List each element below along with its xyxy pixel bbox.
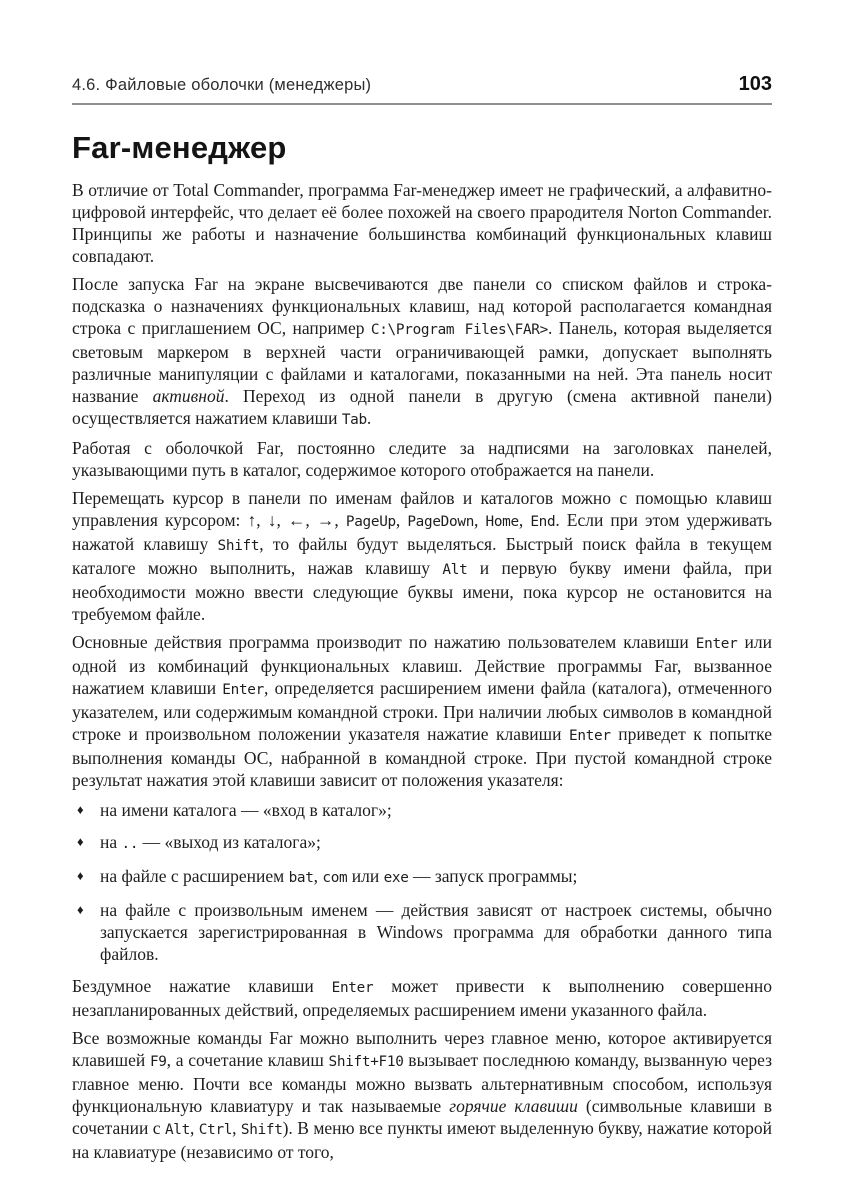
text-run: (символьные клавиши в сочетании с <box>72 1096 772 1138</box>
text-run: на <box>100 832 122 852</box>
list-item <box>72 831 772 855</box>
running-header <box>72 0 772 105</box>
key-name: Home <box>485 514 519 530</box>
page-body <box>72 179 772 1163</box>
key-name: Shift+F10 <box>328 1054 404 1070</box>
text-run: вызывает последнюю команду, вызванную через главное меню. Почти все команды можно вызвать альтернативным способом, используя функциональную клавиатуру и так называемые <box>72 1050 772 1116</box>
text-run: на имени каталога — «вход в каталог»; <box>100 800 392 820</box>
text-run: . Если при этом удерживать нажатой клавишу <box>72 510 773 554</box>
key-name: End <box>530 514 556 530</box>
key-name: bat <box>288 870 314 886</box>
key-name: PageUp <box>345 514 396 530</box>
key-name: Alt <box>442 562 468 578</box>
paragraph <box>72 437 772 481</box>
page-title: Far-менеджер <box>72 130 287 165</box>
text-run: , <box>518 510 531 530</box>
paragraph <box>72 179 772 267</box>
list-item-text <box>100 831 772 855</box>
list-item <box>72 899 772 965</box>
text-run: ). В меню все пункты имеют выделенную букву, нажатие которой на клавиатуре (независимо от того, <box>72 1118 773 1162</box>
text-run: , <box>313 866 323 886</box>
text-run: может привести к выполнению совершенно незапланированных действий, определяемых расширением имени указанного файла. <box>72 976 772 1020</box>
text-run: или <box>347 866 384 886</box>
diamond-bullet-icon: ♦ <box>77 868 84 883</box>
paragraph <box>72 273 772 431</box>
list-item <box>72 799 772 821</box>
paragraph <box>72 1027 772 1163</box>
text-run: Бездумное нажатие клавиши <box>72 976 332 996</box>
section-heading: 4.6. Файловые оболочки (менеджеры) <box>72 76 372 94</box>
key-name: Ctrl <box>198 1122 233 1138</box>
text-run: , то файлы будут выделяться. Быстрый поиск файла в текущем каталоге можно выполнить, нажав клавишу <box>72 534 772 578</box>
list-item-text <box>100 899 772 965</box>
list-item <box>72 865 772 889</box>
text-run: . Переход из одной панели в другую (смена активной панели) осуществляется нажатием клавиши <box>72 386 773 428</box>
key-name: .. <box>121 836 139 852</box>
key-name: Shift <box>217 538 260 554</box>
text-run: Перемещать курсор в панели по именам файлов и каталогов можно с помощью клавиш управления курсором: ↑, ↓, ←, →, <box>72 488 772 530</box>
text-run: , а сочетание клавиш <box>166 1050 329 1070</box>
key-name: Alt <box>164 1122 190 1138</box>
text-run: После запуска Far на экране высвечиваются две панели со списком файлов и строка-подсказка о назначениях функциональных клавиш, над которой располагается командная строка с приглашением ОС, например <box>72 274 772 338</box>
key-name: C:\Program Files\FAR> <box>370 322 548 338</box>
key-name: PageDown <box>407 514 475 530</box>
list-item-text <box>100 865 772 889</box>
italic-term: активной <box>152 386 225 406</box>
text-run: или одной из комбинаций функциональных клавиш. Действие программы Far, вызванное нажатием клавиши <box>72 632 772 698</box>
text-run: , определяется расширением имени файла (каталога), отмеченного указателем, или содержимым командной строки. При наличии любых символов в командной строке и произвольном положении указателя нажатие клавиши <box>72 678 772 744</box>
key-name: Enter <box>331 980 374 996</box>
bullet-list <box>72 799 772 965</box>
key-name: F9 <box>149 1054 167 1070</box>
diamond-bullet-icon: ♦ <box>77 834 84 849</box>
text-run: . <box>366 408 372 428</box>
key-name: com <box>322 870 348 886</box>
text-run: — запуск программы; <box>408 866 578 886</box>
paragraph <box>72 631 772 791</box>
text-run: на файле с расширением <box>100 866 289 886</box>
list-item-text <box>100 799 772 821</box>
text-run: , <box>232 1118 241 1138</box>
text-run: . Панель, которая выделяется световым маркером в верхней части ограничивающей рамки, допускает выполнять различные манипуляции с файлами и каталогами, показанными на ней. Эта панель носит название <box>72 318 772 406</box>
key-name: Enter <box>222 682 264 698</box>
paragraph <box>72 975 772 1021</box>
key-name: Shift <box>240 1122 283 1138</box>
key-name: Enter <box>695 636 738 652</box>
text-run: Все возможные команды Far можно выполнить через главное меню, которое активируется клавишей <box>72 1028 772 1070</box>
key-name: exe <box>383 870 409 886</box>
page-number: 103 <box>738 73 772 95</box>
text-run: , <box>395 510 408 530</box>
text-run: Основные действия программа производит по нажатию пользователем клавиши <box>72 632 696 652</box>
paragraph <box>72 487 772 625</box>
text-run: В отличие от Total Commander, программа Far-менеджер имеет не графический, а алфавитно-цифровой интерфейс, что делает её более похожей на своего прародителя Norton Commander. Принципы же работы и назначение большинства комбинаций функциональных клавиш совпадают. <box>72 180 772 266</box>
text-run: , <box>474 510 486 530</box>
text-run: и первую букву имени файла, при необходимости можно ввести следующие буквы имени, пока курсор не остановится на требуемом файле. <box>72 558 773 624</box>
diamond-bullet-icon: ♦ <box>77 902 84 917</box>
text-run: на файле с произвольным именем — действия зависят от настроек системы, обычно запускается зарегистрированная в Windows программа для обработки данного типа файлов. <box>100 900 772 964</box>
text-run: Работая с оболочкой Far, постоянно следите за надписями на заголовках панелей, указывающими путь в каталог, содержимое которого отображается на панели. <box>72 438 772 480</box>
key-name: Enter <box>569 728 611 744</box>
key-name: Tab <box>341 412 367 428</box>
text-run: , <box>189 1118 199 1138</box>
text-run: приведет к попытке выполнения команды ОС, набранной в командной строке. При пустой командной строке результат нажатия этой клавиши зависит от положения указателя: <box>72 724 773 790</box>
italic-term: горячие клавиши <box>449 1096 578 1116</box>
diamond-bullet-icon: ♦ <box>77 802 84 817</box>
text-run: — «выход из каталога»; <box>138 832 321 852</box>
